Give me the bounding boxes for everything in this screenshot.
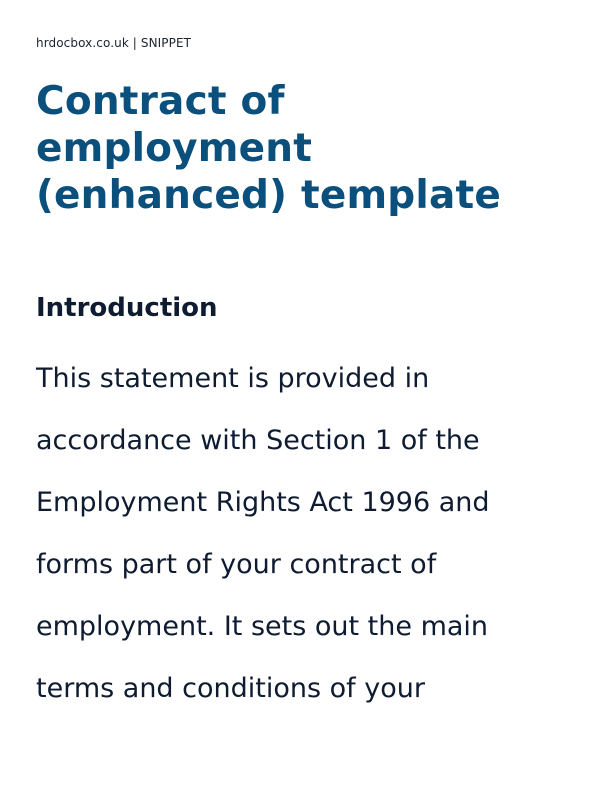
title-line: (enhanced) template (36, 173, 502, 218)
paragraph-line: This statement is provided in (36, 363, 430, 394)
paragraph-line: forms part of your contract of (36, 549, 437, 580)
title-line: Contract of (36, 79, 285, 124)
paragraph-line: terms and conditions of your (36, 673, 425, 704)
section-heading-introduction: Introduction (36, 293, 218, 323)
introduction-paragraph (36, 348, 576, 720)
paragraph-line: employment. It sets out the main (36, 611, 489, 642)
title-line: employment (36, 126, 313, 171)
paragraph-line: accordance with Section 1 of the (36, 425, 480, 456)
source-label: hrdocbox.co.uk | SNIPPET (36, 36, 192, 50)
document-title (36, 78, 576, 219)
paragraph-line: Employment Rights Act 1996 and (36, 487, 490, 518)
